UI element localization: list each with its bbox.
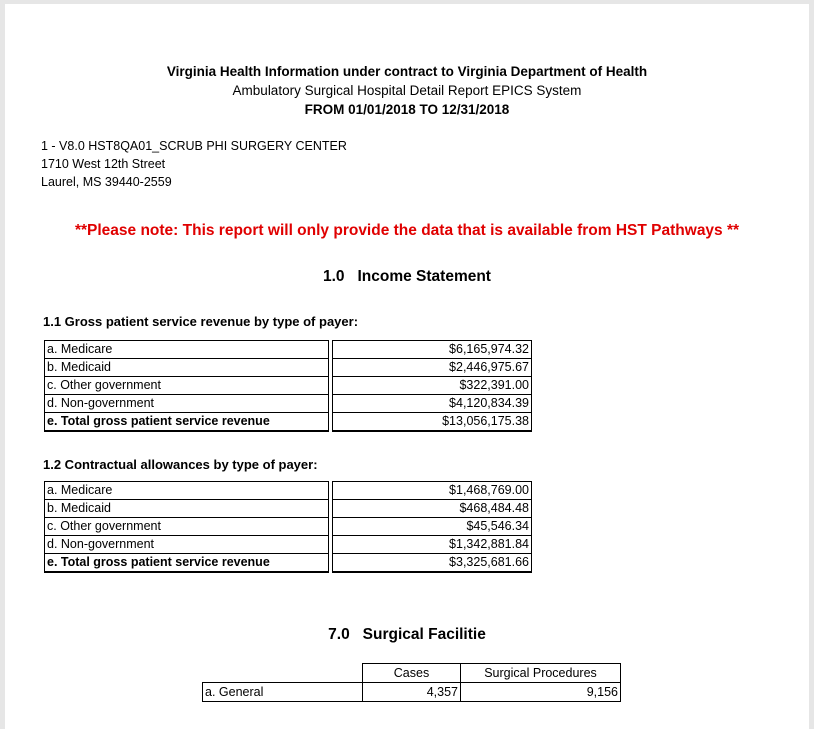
table-row-total (45, 554, 532, 573)
procedures-value: 9,156 (461, 683, 621, 702)
facility-city: Laurel, MS 39440-2559 (41, 175, 172, 189)
table-row (45, 482, 532, 500)
surgical-facilities-title: 7.0 Surgical Facilitie (328, 626, 486, 643)
report-header-org: Virginia Health Information under contract to Virginia Department of Health (166, 64, 648, 79)
row-value: $1,342,881.84 (333, 536, 532, 554)
income-statement-title: 1.0 Income Statement (323, 268, 491, 285)
row-label: a. Medicare (45, 482, 329, 500)
contractual-allowances-table (44, 481, 532, 573)
facility-street: 1710 West 12th Street (41, 157, 166, 171)
row-value: $468,484.48 (333, 500, 532, 518)
table-row (45, 377, 532, 395)
row-value: $2,446,975.67 (333, 359, 532, 377)
table-row (45, 536, 532, 554)
row-label: a. Medicare (45, 341, 329, 359)
row-value: $45,546.34 (333, 518, 532, 536)
row-value: $1,468,769.00 (333, 482, 532, 500)
table-row (45, 518, 532, 536)
row-label: c. Other government (45, 518, 329, 536)
contractual-allowances-title: 1.2 Contractual allowances by type of payer: (43, 457, 318, 472)
row-label: c. Other government (45, 377, 329, 395)
table-row (45, 359, 532, 377)
row-label: a. General (203, 683, 363, 702)
table-row-total (45, 413, 532, 432)
report-header-title: Ambulatory Surgical Hospital Detail Report EPICS System (232, 83, 582, 98)
row-value: $6,165,974.32 (333, 341, 532, 359)
cases-value: 4,357 (363, 683, 461, 702)
row-value: $322,391.00 (333, 377, 532, 395)
row-value: $3,325,681.66 (333, 554, 532, 573)
row-value: $4,120,834.39 (333, 395, 532, 413)
table-row (45, 341, 532, 359)
row-label: e. Total gross patient service revenue (45, 554, 329, 573)
cases-header: Cases (363, 664, 461, 683)
table-row (45, 395, 532, 413)
row-label: e. Total gross patient service revenue (45, 413, 329, 432)
gross-revenue-table (44, 340, 532, 432)
gross-revenue-title: 1.1 Gross patient service revenue by type of payer: (43, 314, 359, 329)
surgical-facilities-table (202, 663, 621, 702)
table-header-row (203, 664, 621, 683)
row-label: d. Non-government (45, 536, 329, 554)
table-row (203, 683, 621, 702)
report-header-period: FROM 01/01/2018 TO 12/31/2018 (304, 102, 510, 117)
data-availability-note: **Please note: This report will only provide the data that is available from HST Pathways ** (74, 222, 740, 239)
row-value: $13,056,175.38 (333, 413, 532, 432)
row-label: b. Medicaid (45, 359, 329, 377)
row-label: b. Medicaid (45, 500, 329, 518)
procedures-header: Surgical Procedures (461, 664, 621, 683)
row-label: d. Non-government (45, 395, 329, 413)
facility-name: 1 - V8.0 HST8QA01_SCRUB PHI SURGERY CENTER (41, 139, 347, 153)
table-row (45, 500, 532, 518)
